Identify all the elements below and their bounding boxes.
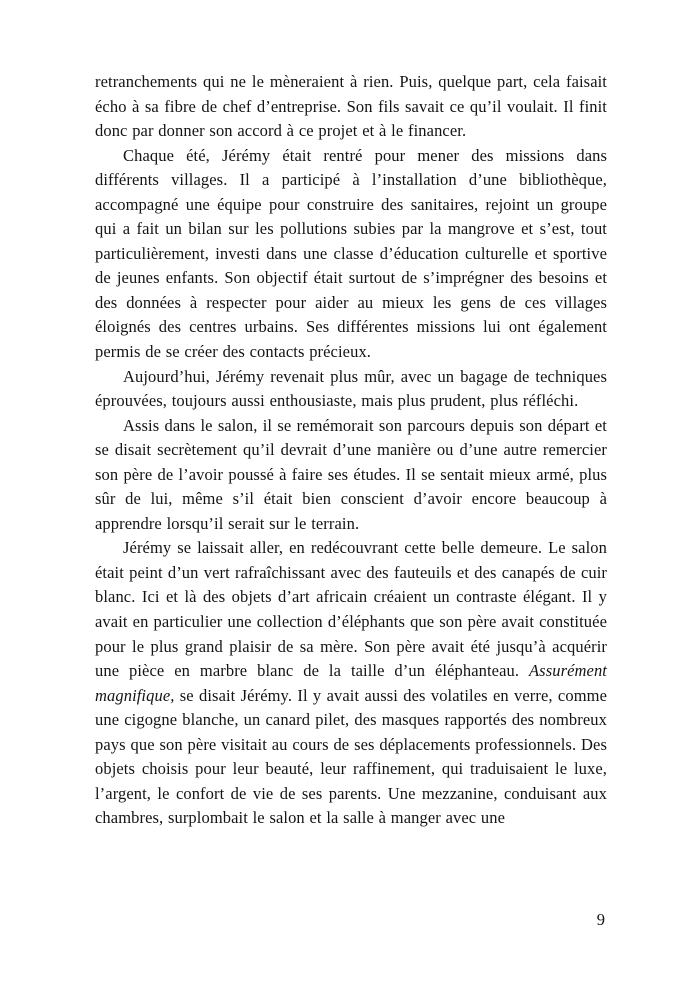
paragraph xyxy=(95,70,607,144)
body-text: Aujourd’hui, Jérémy revenait plus mûr, avec un bagage de techniques éprouvées, toujours aussi enthousiaste, mais plus prudent, plus réfléchi. xyxy=(95,366,607,411)
paragraph xyxy=(95,365,607,414)
body-text: Jérémy se laissait aller, en redécouvrant cette belle demeure. Le salon était peint d’un vert rafraîchissant avec des fauteuils et des canapés de cuir blanc. Ici et là des objets d’art africain créaient un contraste élégant. Il y avait en particulier une collection d’éléphants que son père avait constituée pour le plus grand plaisir de sa mère. Son père avait été jusqu’à acquérir une pièce en marbre blanc de la taille d’un éléphanteau. xyxy=(95,538,607,681)
body-text: se disait Jérémy. Il y avait aussi des volatiles en verre, comme une cigogne blanche, un canard pilet, des masques rapportés des nombreux pays que son père visitait au cours de ses déplacements professionnels. Des objets choisis pour leur beauté, leur raffinement, qui traduisaient le luxe, l’argent, le confort de vie de ses parents. Une mezzanine, conduisant aux chambres, surplombait le salon et la salle à manger avec une xyxy=(95,685,607,828)
page-number: 9 xyxy=(596,910,605,929)
body-text: retranchements qui ne le mèneraient à rien. Puis, quelque part, cela faisait écho à sa fibre de chef d’entreprise. Son fils savait ce qu’il voulait. Il finit donc par donner son accord à ce projet et à le financer. xyxy=(95,72,607,141)
paragraph xyxy=(95,414,607,537)
text-block xyxy=(95,70,607,831)
paragraph xyxy=(95,144,607,365)
italic-text: Assurément magnifique, xyxy=(95,661,607,705)
body-text: Chaque été, Jérémy était rentré pour mener des missions dans différents villages. Il a participé à l’installation d’une bibliothèque, accompagné une équipe pour construire des sanitaires, rejoint un groupe qui a fait un bilan sur les pollutions subies par la mangrove et s’est, tout particulièrement, investi dans une classe d’éducation culturelle et sportive de jeunes enfants. Son objectif était surtout de s’imprégner des besoins et des données à respecter pour aider au mieux les gens de ces villages éloignés des centres urbains. Ses différentes missions lui ont également permis de se créer des contacts précieux. xyxy=(95,145,607,362)
paragraph xyxy=(95,536,607,831)
body-text: Assis dans le salon, il se remémorait son parcours depuis son départ et se disait secrètement qu’il devrait d’une manière ou d’une autre remercier son père de l’avoir poussé à faire ses études. Il se sentait mieux armé, plus sûr de lui, même s’il était bien conscient d’avoir encore beaucoup à apprendre lorsqu’il serait sur le terrain. xyxy=(95,415,607,533)
